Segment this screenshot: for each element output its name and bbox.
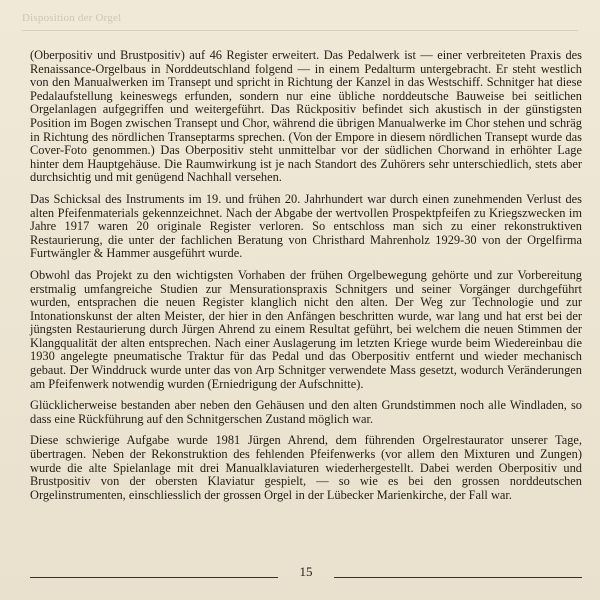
paragraph-5: Diese schwierige Aufgabe wurde 1981 Jürgen Ahrend, dem führenden Orgelrestaurator unserer Tage, übertragen. Neben der Rekonstruktion des fehlenden Pfeifenwerks (vor allem den Mixturen und Zungen) wurde die alte Spielanlage mit drei Manualklaviaturen wiederhergestellt. Dabei werden Oberpositiv und Brustpositiv von der obersten Klaviatur gespielt, — so wie es bei den grossen norddeutschen Orgelinstrumenten, einschliesslich der grossen Orgel in der Lübecker Marienkirche, der Fall war. <box>30 433 582 502</box>
body-text <box>30 49 582 510</box>
paragraph-1: (Oberpositiv und Brustpositiv) auf 46 Register erweitert. Das Pedalwerk ist — einer verbreiteten Praxis des Renaissance-Orgelbaus in Norddeutschland folgend — in einem Pedalturm untergebracht. Er steht westlich von den Manualwerken im Transept und spricht in Richtung der Kanzel in das Westschiff. Schnitger hat diese Pedalaufstellung keineswegs erfunden, sondern nur eine übliche norddeutsche Bauweise bei seitlichen Orgelanlagen aufgegriffen und weitergeführt. Das Rückpositiv befindet sich akustisch in der günstigsten Position im Bogen zwischen Transept und Chor, während die übrigen Manualwerke im Chor stehen und schräg in Richtung des nördlichen Transeptarms sprechen. (Von der Empore in diesem nördlichen Transept wurde das Cover-Foto genommen.) Das Oberpositiv steht unmittelbar vor der südlichen Chorwand in erhöhter Lage hinter dem Hauptgehäuse. Die Raumwirkung ist je nach Standort des Zuhörers sehr unterschiedlich, stets aber durchsichtig und mit genügend Nachhall versehen. <box>30 48 582 185</box>
paragraph-2: Das Schicksal des Instruments im 19. und frühen 20. Jahrhundert war durch einen zunehmenden Verlust des alten Pfeifenmaterials gekennzeichnet. Nach der Abgabe der wertvollen Prospektpfeifen zu Kriegszwecken im Jahre 1917 waren 20 originale Register verloren. So entschloss man sich zu einer rekonstruktiven Restaurierung, die unter der fachlichen Beratung von Christhard Mahrenholz 1929-30 von der Orgelfirma Furtwängler & Hammer ausgeführt wurde. <box>30 191 582 261</box>
bleed-through-header: Disposition der Orgel <box>22 12 122 24</box>
page-number: 15 <box>299 564 313 579</box>
paragraph-3: Obwohl das Projekt zu den wichtigsten Vorhaben der frühen Orgelbewegung gehörte und zur Vorbereitung erstmalig umfangreiche Studien zur Mensurationspraxis Schnitgers und seiner Vorgänger durchgeführt wurden, entsprachen die neuen Register klanglich nicht den alten. Der Weg zur Technologie und zur Intonationskunst der alten Meister, der hier in den Anfängen beschritten wurde, war lang und hat erst bei der jüngsten Restaurierung durch Jürgen Ahrend zu einem Resultat geführt, bei welchem die neuen Stimmen der Klangqualität der alten entsprechen. Nach einer Auslagerung im letzten Kriege wurde beim Wiedereinbau die 1930 angelegte pneumatische Traktur für das Pedal und das Oberpositiv entfernt und wieder mechanisch gebaut. Der Winddruck wurde unter das von Arp Schnitger verwendete Mass gesetzt, wodurch Veränderungen am Pfeifenwerk notwendig wurden (Erniedrigung der Aufschnitte). <box>30 267 582 391</box>
bleed-through-rule <box>22 30 578 31</box>
footer-rule-right <box>334 577 582 578</box>
paragraph-4: Glücklicherweise bestanden aber neben den Gehäusen und den alten Grundstimmen noch alle Windladen, so dass eine Rückführung auf den Schnitgerschen Zustand möglich war. <box>30 398 582 426</box>
footer-rule-left <box>30 577 278 578</box>
page-footer <box>30 564 582 580</box>
